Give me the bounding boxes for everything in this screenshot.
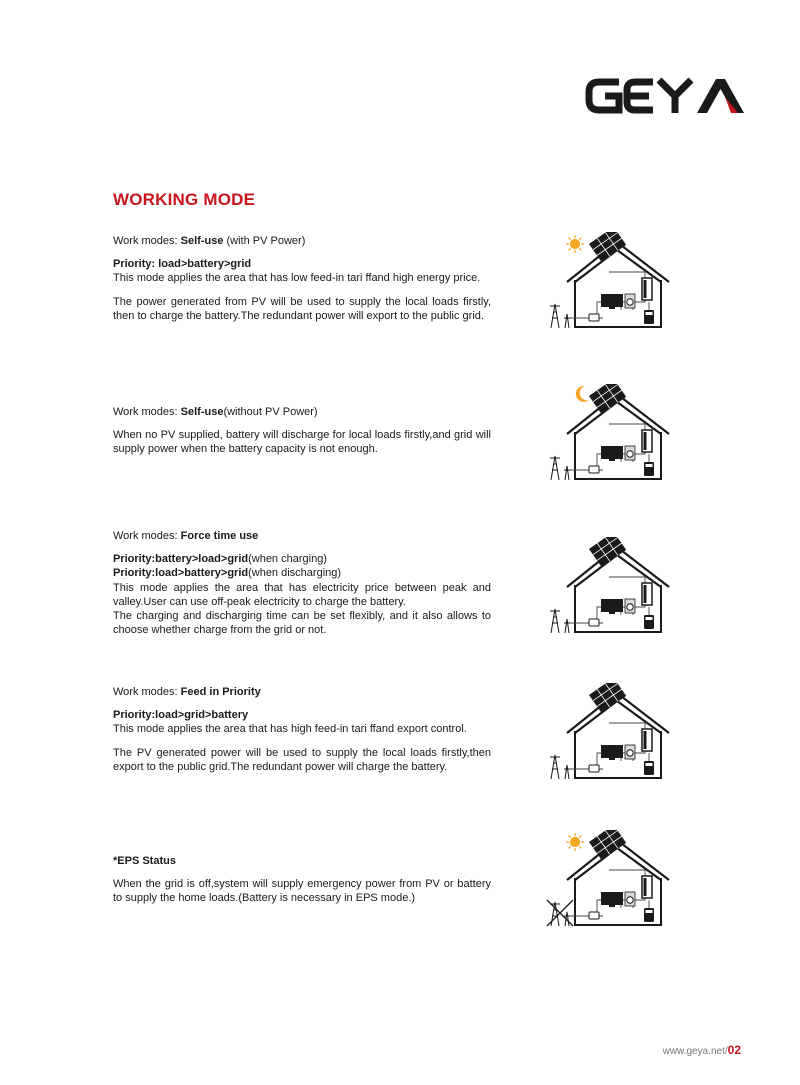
mode-eps-status [113, 854, 491, 906]
meter-icon [589, 466, 599, 473]
meter-icon [589, 619, 599, 626]
mode-feed-in-priority [113, 685, 491, 774]
mode-heading: Work modes: Feed in Priority [113, 686, 261, 698]
tv-icon [601, 745, 623, 758]
pylon-icon [550, 456, 570, 480]
mode-self-use-without-pv [113, 405, 491, 457]
tv-icon [601, 294, 623, 307]
solar-panel-icon [589, 830, 626, 860]
tv-icon [601, 446, 623, 459]
section-title: WORKING MODE [113, 190, 256, 209]
mode-self-use-with-pv [113, 234, 491, 323]
house-diagram-self-use-without-pv [545, 384, 693, 484]
solar-panel-icon [589, 384, 626, 414]
priority-line: Priority: load>battery>grid [113, 258, 252, 271]
mode-description: The PV generated power will be used to supply the local loads firstly,then export to the public grid.The redundant power will charge the battery. [113, 746, 491, 773]
mode-description: When the grid is off,system will supply emergency power from PV or battery to supply the home loads.(Battery is necessary in EPS mode.) [113, 878, 491, 905]
priority-line: Priority:load>grid>battery [113, 709, 249, 722]
mode-description: The power generated from PV will be used to supply the local loads firstly, then to charge the battery.The redundant power will export to the public grid. [113, 295, 491, 322]
mode-heading: Work modes: Force time use [113, 530, 259, 542]
mode-description: The charging and discharging time can be set flexibly, and it also allows to choose whether charge from the grid or not. [113, 610, 491, 637]
house-diagram-force-time-use [545, 537, 693, 637]
mode-heading: Work modes: Self-use (with PV Power) [113, 235, 306, 247]
mode-force-time-use [113, 529, 491, 637]
brand-name: GEYA [585, 74, 588, 75]
sun-icon [566, 235, 584, 253]
pylon-icon [550, 609, 570, 633]
mode-description: This mode applies the area that has high feed-in tari ffand export control. [113, 723, 467, 736]
meter-icon [589, 765, 599, 772]
tv-icon [601, 892, 623, 905]
house-diagram-self-use-with-pv [545, 232, 693, 332]
footer-url: www.geya.net/ [662, 1046, 728, 1057]
house-diagram-feed-in-priority [545, 683, 693, 783]
meter-icon [589, 314, 599, 321]
page-number: 02 [727, 1043, 741, 1057]
solar-panel-icon [589, 683, 626, 713]
solar-panel-icon [589, 537, 626, 567]
moon-icon [576, 386, 589, 402]
tv-icon [601, 599, 623, 612]
mode-heading: Work modes: Self-use(without PV Power) [113, 406, 318, 418]
house-diagram-eps [545, 830, 693, 930]
page-footer [663, 1043, 741, 1057]
priority-line: Priority:battery>load>grid(when charging) [113, 553, 327, 566]
priority-line: Priority:load>battery>grid(when discharging) [113, 567, 342, 580]
meter-icon [589, 912, 599, 919]
mode-heading: *EPS Status [113, 855, 176, 867]
mode-description: When no PV supplied, battery will discharge for local loads firstly,and grid will supply power when the battery capacity is not enough. [113, 429, 491, 456]
pylon-icon [550, 304, 570, 328]
mode-description: This mode applies the area that has electricity price between peak and valley.User can use off-peak electricity to charge the battery. [113, 581, 491, 608]
solar-panel-icon [589, 232, 626, 262]
mode-description: This mode applies the area that has low feed-in tari ffand high energy price. [113, 272, 481, 285]
sun-icon [566, 833, 584, 851]
geya-logo [585, 74, 745, 118]
pylon-icon [550, 755, 570, 779]
